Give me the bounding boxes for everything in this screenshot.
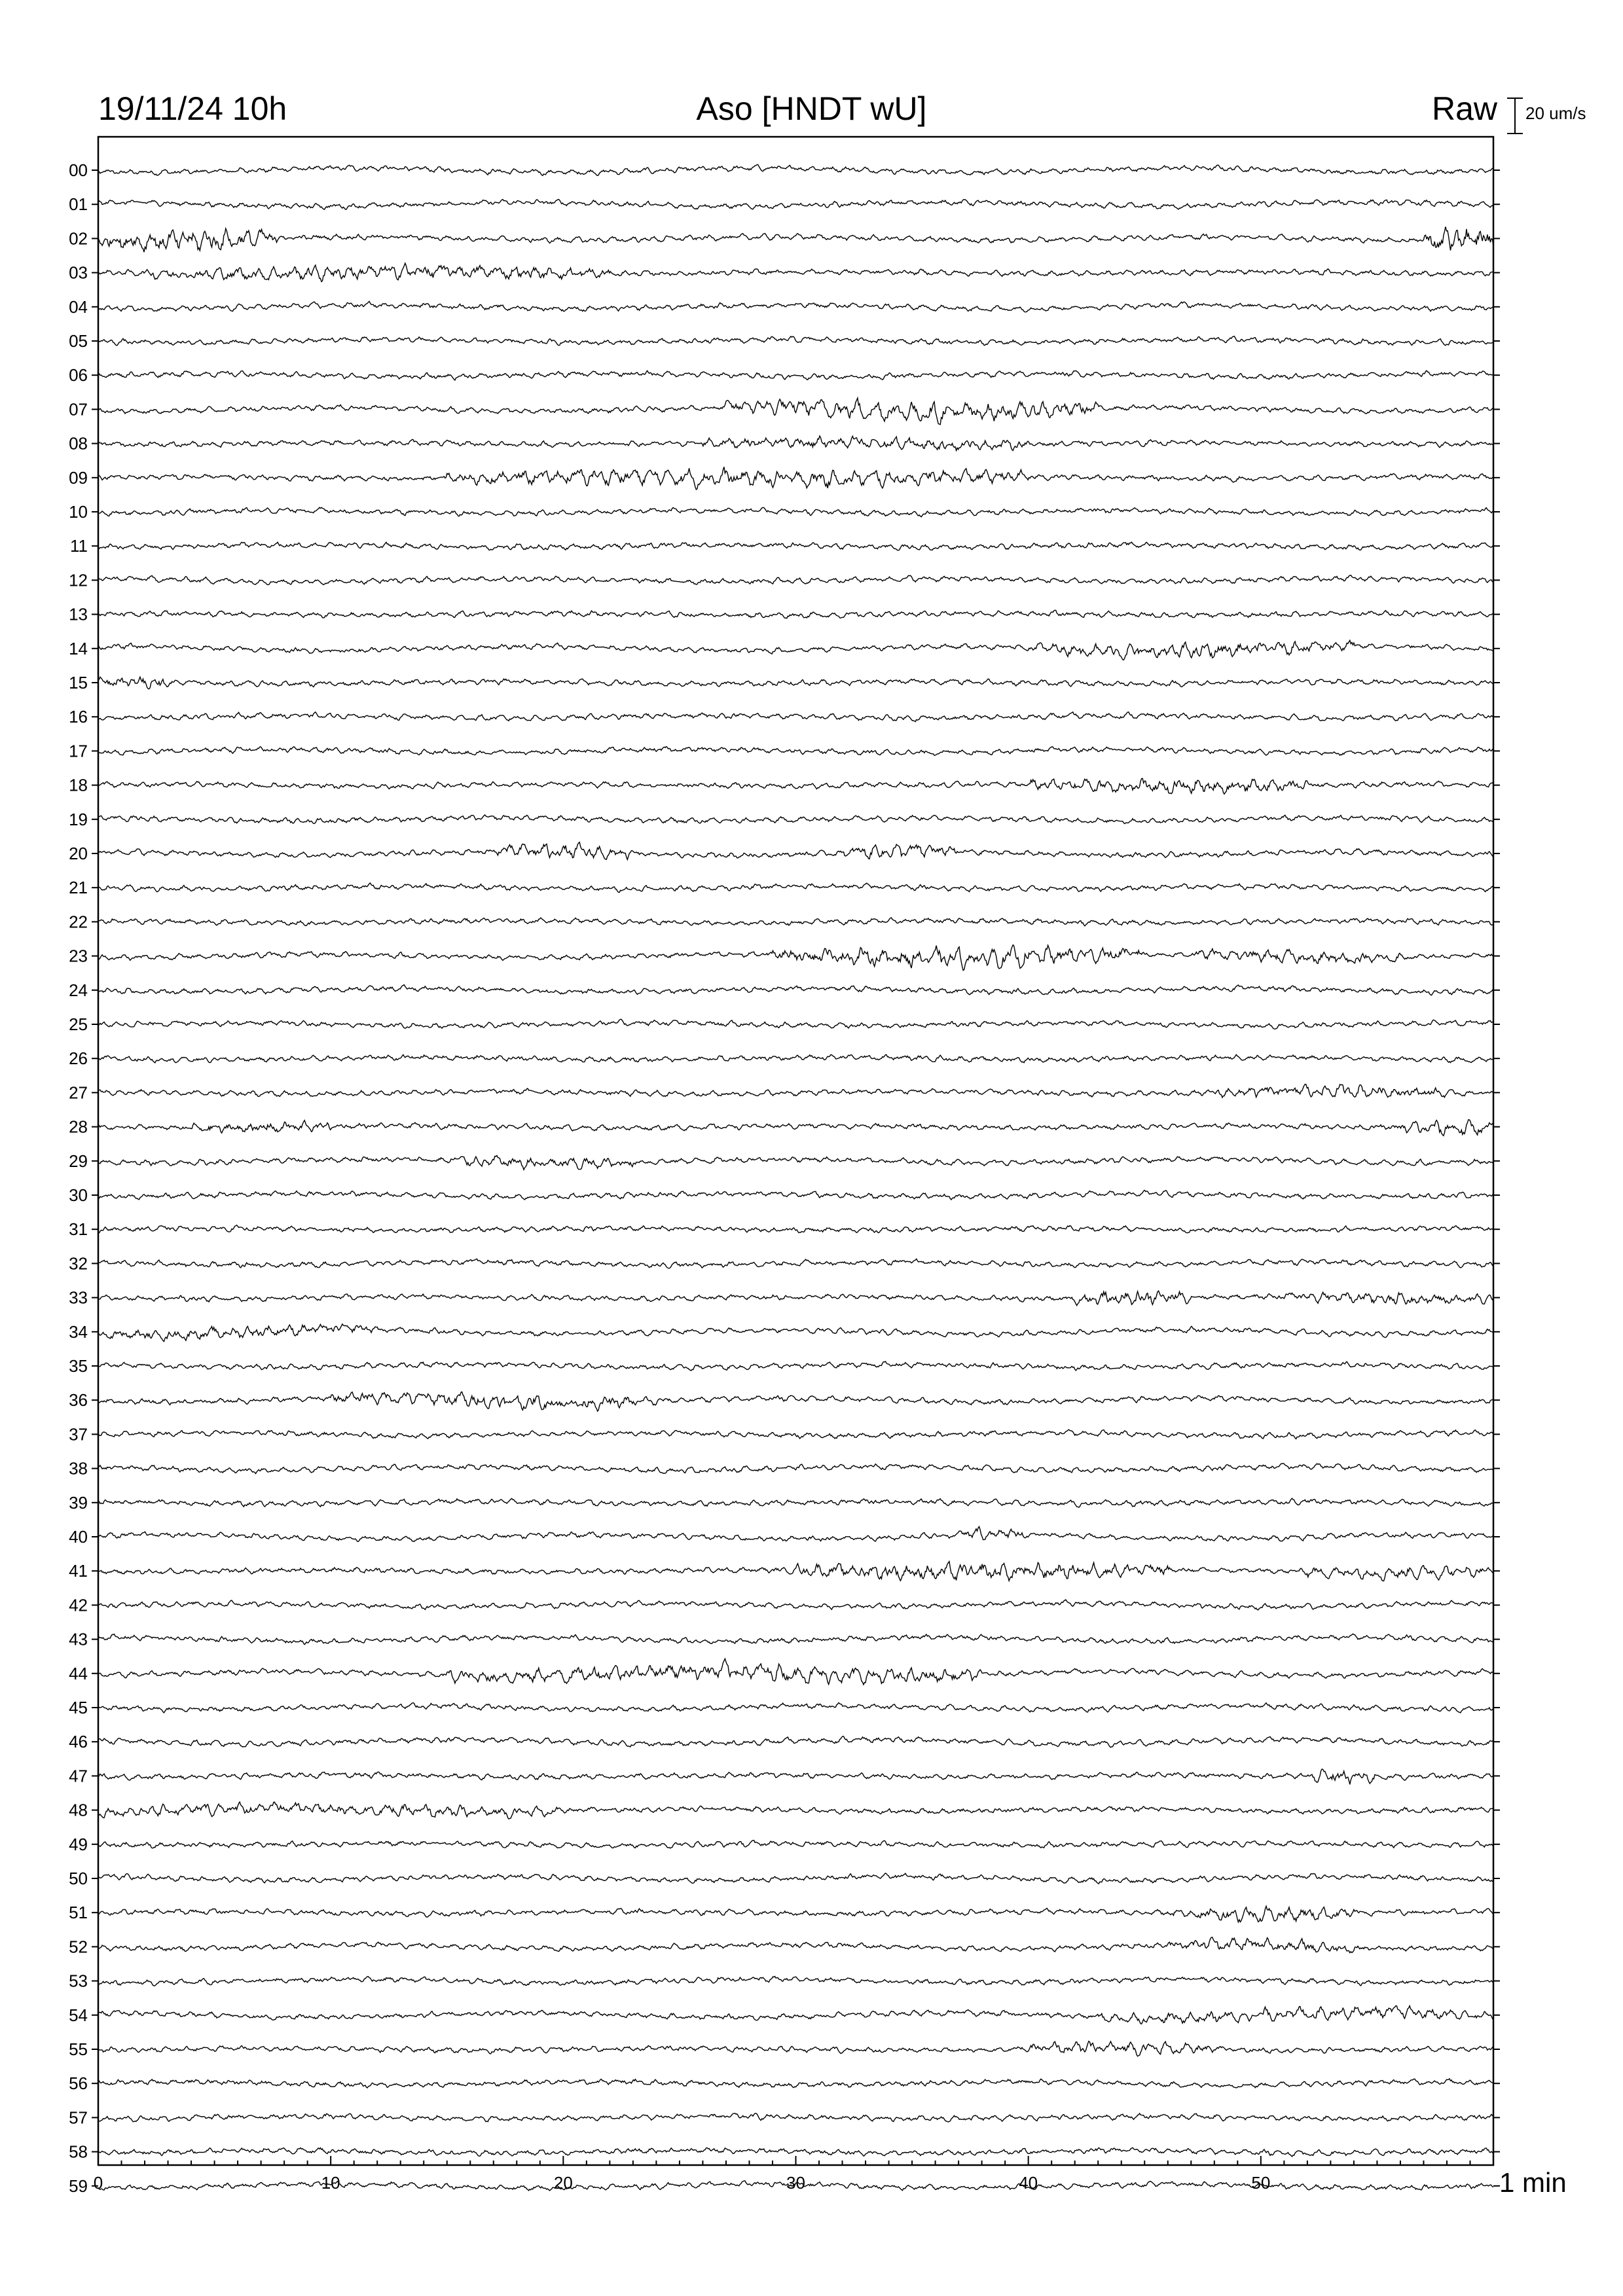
seismic-trace-row — [98, 165, 1493, 176]
seismic-trace-row — [98, 1429, 1493, 1439]
row-ticks — [92, 170, 1500, 2186]
station-title: Aso [HNDT wU] — [696, 90, 927, 127]
x-tick-label: 0 — [93, 2173, 103, 2193]
seismic-trace-row — [98, 945, 1493, 971]
row-label: 22 — [69, 912, 88, 932]
seismic-trace-row — [98, 301, 1493, 312]
seismic-trace-row — [98, 575, 1493, 585]
row-label: 20 — [69, 844, 88, 863]
row-label: 48 — [69, 1800, 88, 1820]
row-label: 11 — [70, 536, 88, 556]
seismic-trace-row — [98, 398, 1493, 425]
row-label: 46 — [69, 1732, 88, 1752]
seismic-trace-row — [98, 1600, 1493, 1610]
seismic-trace-row — [98, 1498, 1493, 1507]
row-label: 17 — [69, 741, 88, 761]
row-label: 28 — [69, 1117, 88, 1137]
seismic-trace-row — [98, 226, 1493, 252]
seismic-trace-row — [98, 747, 1493, 756]
seismic-trace-row — [98, 1634, 1493, 1644]
seismic-trace-row — [98, 677, 1493, 689]
row-label: 18 — [69, 775, 88, 795]
seismic-trace-row — [98, 1085, 1493, 1098]
row-label: 19 — [69, 809, 88, 829]
row-label: 50 — [69, 1869, 88, 1888]
x-tick-label: 40 — [1019, 2173, 1038, 2193]
seismic-trace-row — [98, 1259, 1493, 1268]
row-label: 26 — [69, 1049, 88, 1069]
row-label: 43 — [69, 1629, 88, 1649]
seismic-trace-row — [98, 815, 1493, 824]
x-axis-labels — [94, 2173, 1271, 2193]
row-label: 29 — [69, 1151, 88, 1171]
row-label: 35 — [69, 1356, 88, 1376]
seismic-trace-row — [98, 467, 1493, 490]
row-label: 45 — [69, 1698, 88, 1717]
x-axis-unit-label: 1 min — [1499, 2167, 1567, 2198]
seismic-trace-row — [98, 507, 1493, 517]
seismic-trace-row — [98, 2148, 1493, 2157]
seismic-trace-row — [98, 1019, 1493, 1029]
row-label: 40 — [69, 1527, 88, 1547]
seismic-trace-row — [98, 1155, 1493, 1170]
row-label: 49 — [69, 1834, 88, 1854]
seismic-trace-row — [98, 1873, 1493, 1884]
seismic-traces — [98, 165, 1493, 2191]
row-label: 06 — [69, 365, 88, 386]
seismic-trace-row — [98, 1659, 1493, 1685]
seismic-trace-row — [98, 1526, 1493, 1541]
seismic-trace-row — [98, 1840, 1493, 1848]
row-label: 52 — [69, 1937, 88, 1957]
date-hour-label: 19/11/24 10h — [98, 90, 287, 127]
seismic-trace-row — [98, 918, 1493, 926]
plot-frame — [98, 137, 1493, 2165]
row-label: 31 — [69, 1219, 88, 1240]
row-label: 58 — [69, 2142, 88, 2162]
seismic-trace-row — [98, 336, 1493, 346]
seismic-trace-row — [98, 1191, 1493, 1200]
row-label: 51 — [69, 1903, 88, 1923]
row-label: 30 — [69, 1185, 88, 1205]
row-label: 53 — [69, 1971, 88, 1991]
row-label: 25 — [69, 1014, 88, 1034]
mode-label: Raw — [1431, 90, 1497, 127]
row-label: 34 — [69, 1321, 88, 1342]
row-label: 00 — [69, 160, 88, 180]
row-label: 02 — [69, 228, 88, 249]
row-label: 23 — [69, 946, 88, 966]
row-label: 55 — [69, 2039, 88, 2059]
seismic-trace-row — [98, 1736, 1493, 1748]
row-label: 59 — [69, 2176, 88, 2196]
row-label: 47 — [69, 1766, 88, 1786]
seismic-trace-row — [98, 1937, 1493, 1953]
seismic-trace-row — [98, 370, 1493, 380]
x-tick-label: 10 — [321, 2173, 340, 2193]
seismic-trace-row — [98, 1703, 1493, 1713]
seismic-trace-row — [98, 1324, 1493, 1342]
seismic-trace-row — [98, 712, 1493, 722]
row-label: 15 — [69, 673, 88, 692]
row-label: 56 — [69, 2073, 88, 2094]
seismic-trace-row — [98, 2079, 1493, 2088]
x-axis-ticks — [98, 2156, 1493, 2165]
seismic-trace-row — [98, 985, 1493, 996]
seismic-trace-row — [98, 1977, 1493, 1986]
seismic-trace-row — [98, 2006, 1493, 2024]
seismic-trace-row — [98, 1291, 1493, 1305]
row-label: 05 — [69, 331, 88, 351]
row-label: 57 — [69, 2108, 88, 2128]
row-label: 03 — [69, 262, 88, 283]
seismic-trace-row — [98, 200, 1493, 210]
seismic-trace-row — [98, 778, 1493, 794]
row-label: 21 — [69, 878, 88, 898]
row-label: 38 — [69, 1458, 88, 1479]
row-label: 07 — [69, 399, 88, 420]
row-label: 10 — [69, 502, 88, 522]
seismic-trace-row — [98, 1392, 1493, 1412]
row-label: 13 — [69, 604, 88, 624]
seismic-trace-row — [98, 640, 1493, 660]
row-label: 37 — [69, 1424, 88, 1444]
seismic-trace-row — [98, 1769, 1493, 1785]
row-label: 42 — [69, 1595, 88, 1615]
row-label: 44 — [69, 1663, 88, 1683]
row-label: 16 — [69, 707, 88, 727]
row-label: 24 — [69, 980, 88, 1000]
seismic-trace-row — [98, 1054, 1493, 1063]
row-label: 54 — [69, 2005, 88, 2025]
row-label: 12 — [69, 570, 88, 590]
row-label: 04 — [69, 296, 88, 317]
seismic-trace-row — [98, 842, 1493, 860]
seismic-trace-row — [98, 1361, 1493, 1371]
amplitude-scale-label: 20 um/s — [1525, 103, 1586, 123]
x-tick-label: 50 — [1251, 2173, 1271, 2193]
row-label: 39 — [69, 1492, 88, 1513]
row-label: 33 — [69, 1287, 88, 1308]
seismic-trace-row — [98, 883, 1493, 892]
row-label: 32 — [69, 1253, 88, 1274]
row-label: 36 — [69, 1390, 88, 1410]
row-label: 14 — [69, 638, 88, 658]
row-labels — [69, 160, 88, 2196]
row-label: 08 — [69, 433, 88, 454]
x-tick-label: 30 — [786, 2173, 805, 2193]
seismic-trace-row — [98, 1120, 1493, 1136]
seismic-trace-row — [98, 1225, 1493, 1233]
seismic-trace-row — [98, 2041, 1493, 2056]
row-label: 41 — [69, 1561, 88, 1581]
row-label: 27 — [69, 1083, 88, 1103]
seismic-trace-row — [98, 436, 1493, 450]
seismic-trace-row — [98, 1906, 1493, 1922]
x-tick-label: 20 — [553, 2173, 573, 2193]
seismic-trace-row — [98, 542, 1493, 550]
seismic-trace-row — [98, 2113, 1493, 2122]
seismic-trace-row — [98, 263, 1493, 281]
seismic-trace-row — [98, 1562, 1493, 1581]
seismic-trace-row — [98, 1802, 1493, 1819]
seismic-trace-row — [98, 1463, 1493, 1474]
seismic-trace-row — [98, 610, 1493, 619]
row-label: 09 — [69, 467, 88, 488]
row-label: 01 — [69, 194, 88, 215]
